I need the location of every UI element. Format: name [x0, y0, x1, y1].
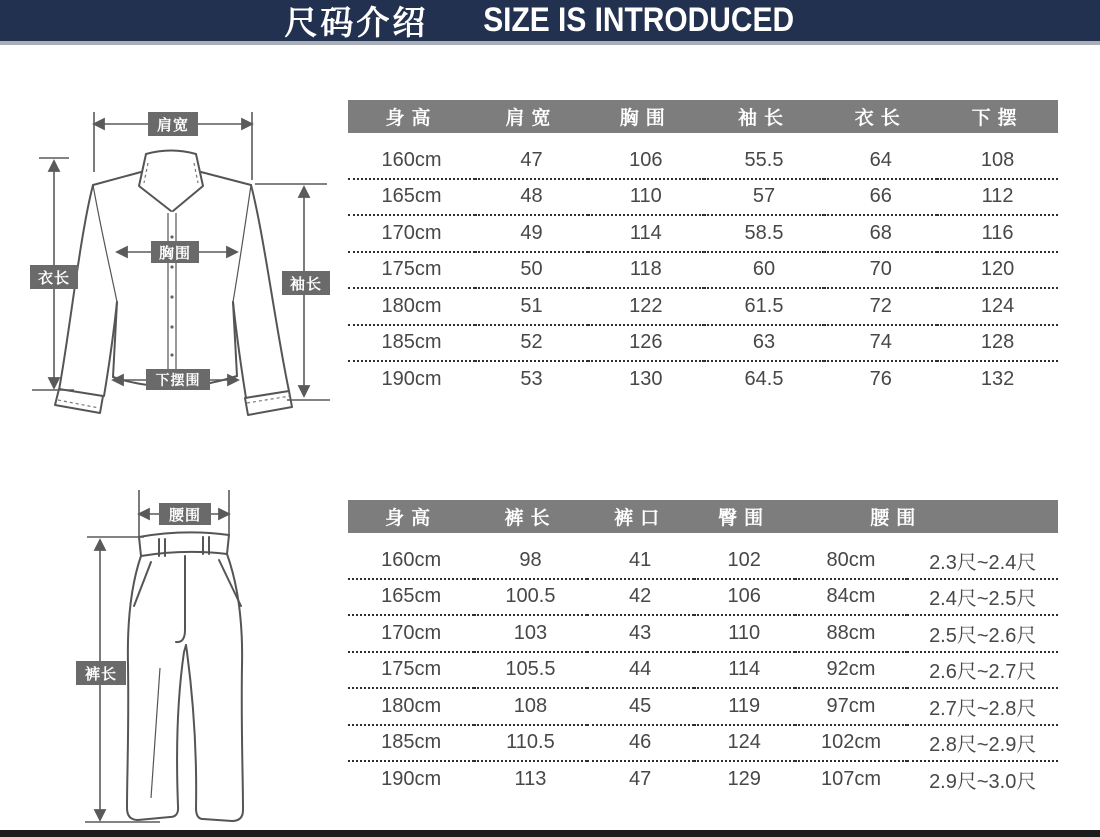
table-row [348, 615, 1058, 652]
table-cell: 180cm [348, 288, 475, 325]
table-row [348, 361, 1058, 397]
col-header-leg-opening: 裤口 [587, 500, 694, 533]
pants-table-header-row [348, 500, 1058, 533]
table-cell: 103 [474, 615, 586, 652]
table-cell: 46 [587, 725, 694, 762]
table-cell: 64 [824, 143, 937, 179]
table-cell: 102cm [795, 725, 908, 762]
table-cell: 43 [587, 615, 694, 652]
table-cell: 129 [727, 767, 761, 790]
table-cell: 122 [588, 288, 704, 325]
garment-length-label: 衣长 [30, 265, 78, 289]
col-header-sleeve: 袖长 [704, 100, 825, 133]
col-header-waist: 腰围 [795, 500, 1058, 533]
table-cell: 63 [704, 325, 825, 362]
table-cell: 175cm [348, 652, 474, 689]
table-cell: 132 [980, 367, 1015, 390]
table-row [348, 725, 1058, 762]
col-header-length: 衣长 [824, 100, 937, 133]
table-cell: 190cm [381, 367, 442, 390]
pants-length-label: 裤长 [76, 661, 126, 685]
table-cell: 118 [588, 252, 704, 289]
table-cell: 165cm [348, 179, 475, 216]
table-row [348, 179, 1058, 216]
table-cell: 110 [588, 179, 704, 216]
table-cell: 84cm [795, 579, 908, 616]
table-cell: 108 [937, 143, 1058, 179]
header-gap [348, 533, 1058, 543]
pants-drawing [127, 532, 243, 821]
col-header-chest: 胸围 [588, 100, 704, 133]
table-cell: 76 [869, 367, 892, 390]
col-header-hip: 臀围 [694, 500, 795, 533]
table-row [348, 652, 1058, 689]
shirt-size-table [348, 100, 1058, 397]
table-cell: 50 [475, 252, 588, 289]
table-cell: 175cm [348, 252, 475, 289]
table-cell: 48 [475, 179, 588, 216]
table-cell: 102 [694, 543, 795, 579]
table-cell: 108 [474, 688, 586, 725]
shoulder-width-label: 肩宽 [148, 112, 198, 136]
table-cell: 100.5 [474, 579, 586, 616]
table-cell: 106 [588, 143, 704, 179]
table-cell: 47 [475, 143, 588, 179]
table-cell: 80cm [795, 543, 908, 579]
col-header-pants-length: 裤长 [474, 500, 586, 533]
table-cell: 42 [587, 579, 694, 616]
table-cell: 88cm [795, 615, 908, 652]
table-cell: 58.5 [704, 215, 825, 252]
table-cell: 61.5 [704, 288, 825, 325]
table-cell: 74 [824, 325, 937, 362]
table-cell: 2.4尺~2.5尺 [907, 579, 1058, 616]
hem-label: 下摆围 [146, 369, 210, 390]
table-cell: 60 [704, 252, 825, 289]
col-header-hem: 下摆 [937, 100, 1058, 133]
waist-label: 腰围 [159, 503, 211, 525]
table-row [348, 252, 1058, 289]
shirt-table-header-row [348, 100, 1058, 133]
table-row [348, 688, 1058, 725]
header-gap [348, 133, 1058, 143]
table-cell: 105.5 [474, 652, 586, 689]
table-cell: 160cm [348, 543, 474, 579]
banner [0, 0, 1100, 45]
table-cell: 92cm [795, 652, 908, 689]
table-cell: 45 [587, 688, 694, 725]
table-row [348, 215, 1058, 252]
table-cell: 165cm [348, 579, 474, 616]
col-header-height: 身高 [348, 500, 474, 533]
table-row [348, 143, 1058, 179]
table-cell: 106 [694, 579, 795, 616]
table-cell: 128 [937, 325, 1058, 362]
table-cell: 57 [704, 179, 825, 216]
table-cell: 180cm [348, 688, 474, 725]
table-row [348, 543, 1058, 579]
page-title-en: SIZE IS INTRODUCED [483, 1, 795, 39]
sleeve-length-label: 袖长 [282, 271, 330, 295]
table-cell: 124 [937, 288, 1058, 325]
table-cell: 53 [520, 367, 543, 390]
table-row [348, 579, 1058, 616]
table-cell: 72 [824, 288, 937, 325]
table-cell: 170cm [348, 215, 475, 252]
table-cell: 126 [588, 325, 704, 362]
table-cell: 64.5 [744, 367, 784, 390]
table-cell: 120 [937, 252, 1058, 289]
table-cell: 98 [474, 543, 586, 579]
table-row [348, 325, 1058, 362]
table-cell: 107cm [820, 767, 882, 790]
bottom-divider-bar [0, 830, 1100, 837]
table-cell: 97cm [795, 688, 908, 725]
table-cell: 2.3尺~2.4尺 [907, 543, 1058, 579]
table-cell: 55.5 [704, 143, 825, 179]
table-cell: 68 [824, 215, 937, 252]
page-title-cn: 尺码介绍 [284, 4, 429, 41]
table-cell: 47 [629, 767, 652, 790]
table-cell: 119 [694, 688, 795, 725]
table-cell: 2.7尺~2.8尺 [907, 688, 1058, 725]
table-cell: 66 [824, 179, 937, 216]
table-cell: 112 [937, 179, 1058, 216]
table-cell: 2.5尺~2.6尺 [907, 615, 1058, 652]
table-cell: 2.6尺~2.7尺 [907, 652, 1058, 689]
table-cell: 110.5 [474, 725, 586, 762]
table-cell: 70 [824, 252, 937, 289]
table-cell: 2.9尺~3.0尺 [929, 770, 1037, 793]
col-header-height: 身高 [348, 100, 475, 133]
table-cell: 51 [475, 288, 588, 325]
table-row [348, 288, 1058, 325]
table-row [348, 761, 1058, 797]
table-cell: 110 [694, 615, 795, 652]
table-cell: 130 [629, 367, 663, 390]
table-cell: 114 [588, 215, 704, 252]
table-cell: 114 [694, 652, 795, 689]
table-cell: 190cm [381, 767, 442, 790]
pants-diagram [0, 480, 348, 837]
table-cell: 160cm [348, 143, 475, 179]
table-cell: 52 [475, 325, 588, 362]
table-cell: 44 [587, 652, 694, 689]
table-cell: 2.8尺~2.9尺 [907, 725, 1058, 762]
table-cell: 41 [587, 543, 694, 579]
chest-label: 胸围 [151, 241, 199, 263]
table-cell: 185cm [348, 325, 475, 362]
table-cell: 185cm [348, 725, 474, 762]
table-cell: 170cm [348, 615, 474, 652]
col-header-shoulder: 肩宽 [475, 100, 588, 133]
table-cell: 124 [694, 725, 795, 762]
pants-size-table [348, 500, 1058, 797]
table-cell: 116 [937, 215, 1058, 252]
table-cell: 49 [475, 215, 588, 252]
table-cell: 113 [514, 767, 547, 790]
